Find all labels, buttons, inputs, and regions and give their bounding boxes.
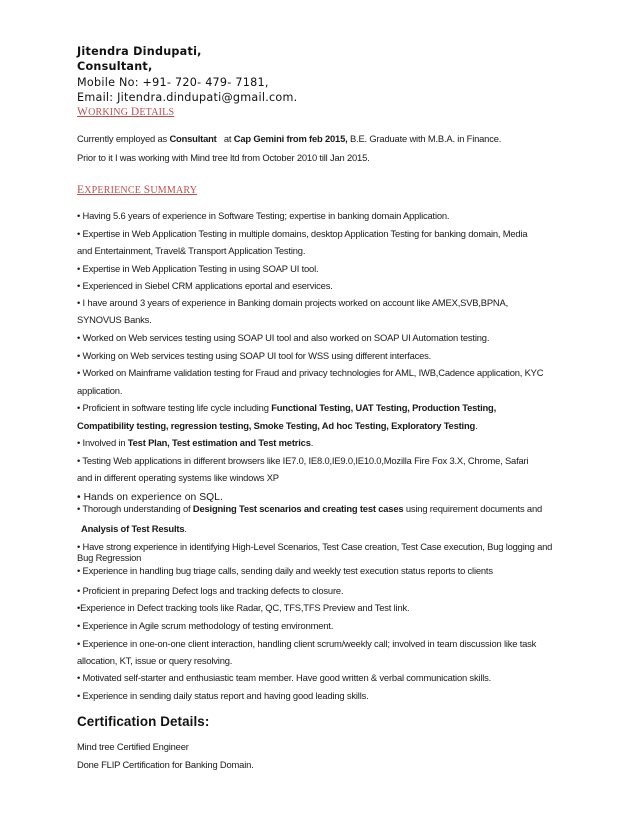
experience-item: • Expertise in Web Application Testing in multiple domains, desktop Application Testing for banking domain, Media <box>77 228 528 239</box>
certification-heading: Certification Details: <box>77 714 210 729</box>
experience-item: • Experience in one-on-one client interaction, handling client scrum/weekly call; involved in team discussion like task <box>77 638 537 649</box>
experience-summary-heading: EXPERIENCE SUMMARY <box>77 184 198 196</box>
experience-item: • Thorough understanding of Designing Test scenarios and creating test cases using requirement documents and <box>77 503 543 514</box>
experience-item: • Involved in Test Plan, Test estimation and Test metrics. <box>77 437 314 448</box>
email-address: Email: Jitendra.dindupati@gmail.com. <box>77 90 298 104</box>
experience-item-continued: Analysis of Test Results. <box>81 523 187 534</box>
experience-item: • Testing Web applications in different browsers like IE7.0, IE8.0,IE9.0,IE10.0,Mozilla Fire Fox 3.X, Chrome, Safari <box>77 455 529 466</box>
working-details-line-1: Currently employed as Consultant at Cap Gemini from feb 2015, B.E. Graduate with M.B.A. in Finance. <box>77 133 502 144</box>
experience-item-continued: and in different operating systems like windows XP <box>77 472 279 483</box>
experience-item-continued: SYNOVUS Banks. <box>77 314 152 325</box>
experience-item: • Worked on Web services testing using SOAP UI tool and also worked on SOAP UI Automation testing. <box>77 332 490 343</box>
candidate-name: Jitendra Dindupati, <box>77 45 202 58</box>
experience-item: • Working on Web services testing using SOAP UI tool for WSS using different interfaces. <box>77 350 432 361</box>
experience-item: • Worked on Mainframe validation testing for Fraud and privacy technologies for AML, IWB,Cadence application, KYC <box>77 367 544 378</box>
experience-item: • Expertise in Web Application Testing in using SOAP UI tool. <box>77 263 319 274</box>
certification-item: Done FLIP Certification for Banking Domain. <box>77 759 254 770</box>
experience-item: • Experience in handling bug triage calls, sending daily and weekly test execution status reports to clients <box>77 565 493 576</box>
contact-header <box>77 44 577 105</box>
experience-item-continued: application. <box>77 385 123 396</box>
experience-item: • I have around 3 years of experience in Banking domain projects worked on account like AMEX,SVB,BPNA, <box>77 297 508 308</box>
experience-item: • Proficient in software testing life cycle including Functional Testing, UAT Testing, Production Testing, <box>77 402 497 413</box>
experience-item: • Experience in sending daily status report and having good leading skills. <box>77 690 369 701</box>
certification-item: Mind tree Certified Engineer <box>77 741 189 752</box>
experience-item: • Having 5.6 years of experience in Software Testing; expertise in banking domain Application. <box>77 210 450 221</box>
experience-item-continued: and Entertainment, Travel& Transport Application Testing. <box>77 245 306 256</box>
experience-item: • Hands on experience on SQL. <box>77 492 223 503</box>
experience-item: • Have strong experience in identifying High-Level Scenarios, Test Case creation, Test Case execution, Bug logging and Bug Regression <box>77 541 553 563</box>
experience-item: • Proficient in preparing Defect logs and tracking defects to closure. <box>77 585 344 596</box>
experience-item: • Experienced in Siebel CRM applications eportal and eservices. <box>77 280 333 291</box>
experience-item: • Experience in Agile scrum methodology of testing environment. <box>77 620 334 631</box>
experience-item-continued: Compatibility testing, regression testing, Smoke Testing, Ad hoc Testing, Exploratory Testing. <box>77 420 478 431</box>
candidate-role: Consultant, <box>77 60 153 74</box>
experience-item: •Experience in Defect tracking tools like Radar, QC, TFS,TFS Preview and Test link. <box>77 602 410 613</box>
experience-item: • Motivated self-starter and enthusiastic team member. Have good written & verbal communication skills. <box>77 672 492 683</box>
experience-item-continued: allocation, KT, issue or query resolving. <box>77 655 233 666</box>
mobile-number: Mobile No: +91- 720- 479- 7181, <box>77 75 269 89</box>
working-details-heading: WORKING DETAILS <box>77 106 175 118</box>
working-details-line-2: Prior to it I was working with Mind tree ltd from October 2010 till Jan 2015. <box>77 152 370 163</box>
